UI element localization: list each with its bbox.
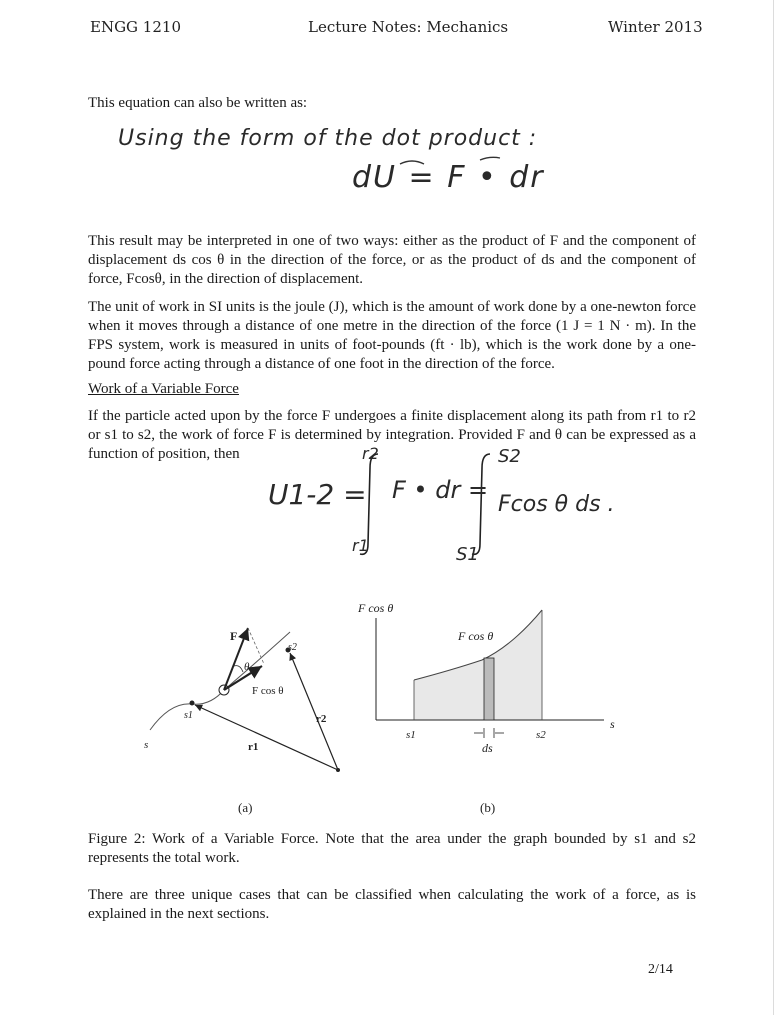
work-area [414,610,542,720]
figure-b-work-graph [352,600,632,765]
x-axis-label: s [610,717,615,731]
handwritten-note: Using the form of the dot product : [118,126,538,151]
page-header [0,18,784,38]
r2-vector [290,653,338,770]
point-s1 [190,701,195,706]
theta-arc [234,666,243,672]
label-ds: ds [482,741,493,755]
label-fcos: F cos θ [252,685,284,697]
label-s1: s1 [184,710,193,721]
section-title: Work of a Variable Force [88,381,239,397]
curve-label: F cos θ [458,629,494,643]
header-course: ENGG 1210 [90,18,181,36]
header-term: Winter 2013 [608,18,703,36]
figure-b-label: (b) [480,800,496,815]
y-axis-label: F cos θ [358,601,394,615]
label-s: s [144,739,149,751]
paragraph-variable-force: If the particle acted upon by the force F undergoes a finite displacement along its path from r1 to r2 or s1 to s2, the work of force F is determined by integration. Provided F and θ can be expressed as a function of position, then [88,408,696,462]
particle-path [150,632,290,730]
page-edge-divider [773,0,774,1015]
paragraph-cases: There are three unique cases that can be classified when calculating the work of a force, as is explained in the next sections. [88,887,696,922]
integral-mid: F • dr = [392,476,489,504]
label-theta: θ [244,661,250,673]
paragraph-units: The unit of work in SI units is the joule (J), which is the amount of work done by a one-newton force when it moves through a distance of one metre in the direction of the force (1 J = 1 N · m). In the FPS system, work is measured in units of foot-pounds (ft · lb), which is the work done by a one-pound force acting through a distance of one foot in the direction of the force. [88,299,696,372]
integral-rhs: Fcos θ ds . [498,492,615,517]
label-r1: r1 [248,741,259,753]
paragraph-interpretation: This result may be interpreted in one of two ways: either as the product of F and the component of displacement ds cos θ in the direction of the force, or as the product of ds and the component of force, Fcosθ, in the direction of displacement. [88,233,696,287]
label-s2-b: s2 [536,729,546,741]
label-F: F [230,629,238,643]
projection-line [248,628,264,664]
header-title: Lecture Notes: Mechanics [308,18,509,36]
upper-limit-s2: S2 [498,446,521,467]
figure-a-path-diagram [140,612,360,812]
integral-lhs: U1-2 = [268,478,367,511]
upper-limit-r2: r2 [362,444,379,463]
page-number: 2/14 [648,962,673,977]
handwritten-equation: dU = F • dr [352,160,545,195]
vector-arrows [350,150,510,170]
ds-strip [484,658,494,720]
lower-limit-s1: S1 [456,544,479,565]
figure-a-label: (a) [238,800,253,815]
lower-limit-r1: r1 [352,536,369,555]
label-r2: r2 [316,713,327,725]
label-s2: s2 [288,642,297,653]
figure-caption: Figure 2: Work of a Variable Force. Note that the area under the graph bounded by s1 and s2 represents the total work. [88,831,696,866]
label-s1-b: s1 [406,729,416,741]
intro-text: This equation can also be written as: [88,95,308,111]
